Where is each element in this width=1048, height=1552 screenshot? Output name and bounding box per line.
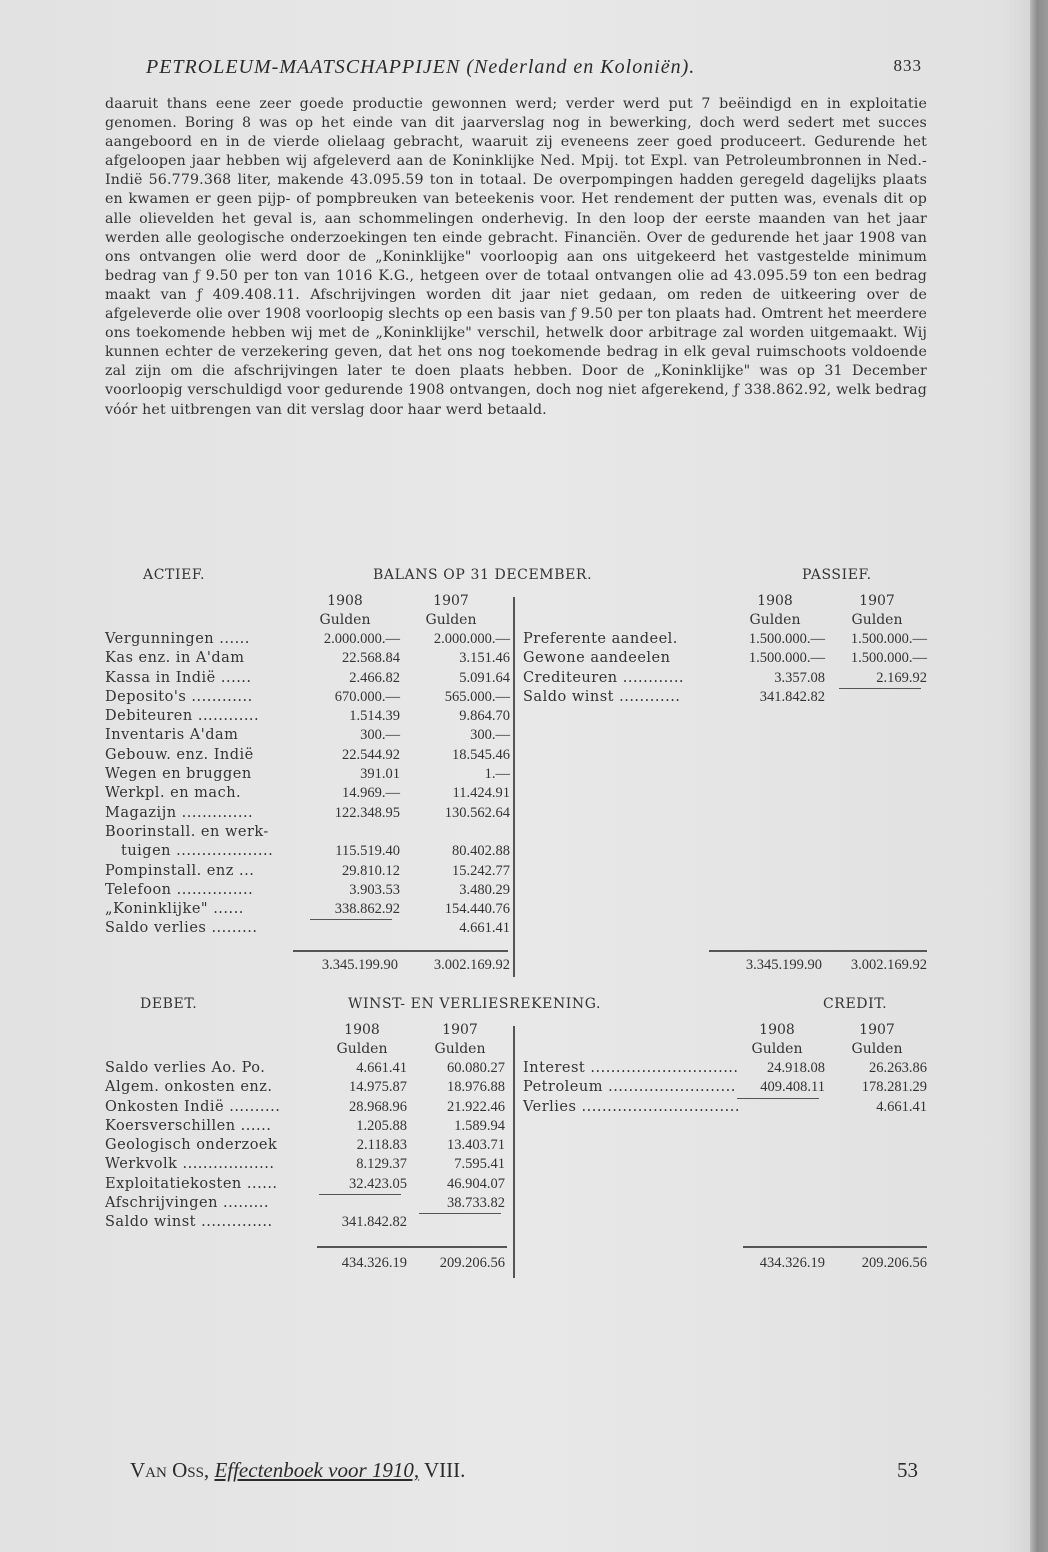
assets-total-1908: 3.345.199.90 [321,957,398,973]
balance-assets-year1: 1908 [327,593,363,609]
debit-list [105,1059,505,1233]
pl-debit-year2: 1907 [442,1022,478,1038]
balance-liab-unit2: Gulden [851,612,903,629]
table-row: Magazijn .............. 122.348.95 130.562.64 [105,804,510,821]
table-row: Saldo winst ............ 341.842.82 [523,688,927,707]
balance-right-title: PASSIEF. [802,567,872,583]
table-row: Werkvolk .................. 8.129.37 7.595.41 [105,1156,505,1173]
pl-debit-unit2: Gulden [434,1041,486,1058]
assets-total-1907: 3.002.169.92 [433,957,510,973]
running-title: PETROLEUM-MAATSCHAPPIJEN (Nederland en Koloniën). [146,56,696,78]
running-head [146,56,922,79]
body-paragraph: daaruit thans eene zeer goede productie gewonnen werd; verder werd put 7 beëindigd en in exploitatie genomen. Boring 8 was op het einde van dit jaarverslag nog in bewerking, doch werd sedert met succes aangeboord en in de vierde olielaag gebracht, waaruit zij eveneens zeer goed produceert. Gedurende het afgeloopen jaar hebben wij afgeleverd aan de Koninklijke Ned. Mpij. tot Expl. van Petroleumbronnen in Ned.-Indië 56.779.368 liter, makende 43.095.59 ton in totaal. De overpompingen hadden geregeld dagelijks plaats en kwamen er geen pijp- of pompbreuken van beteekenis voor. Het rendement der putten was, evenals dit op alle olievelden het geval is, aan schommelingen onderhevig. In den loop der eerste maanden van het jaar werden alle geologische onderzoekingen ten einde gebracht. Financiën. Over de gedurende het jaar 1908 van ons ontvangen olie werd door de „Koninklijke" voorloopig aan ons uitgekeerd het vastgestelde minimum bedrag van ƒ 9.50 per ton van 1016 K.G., hetgeen over de totaal ontvangen olie ad 43.095.59 ton een bedrag maakt van ƒ 409.408.11. Afschrijvingen worden dit jaar niet gedaan, om reden de uitkeering over de afgeleverde olie over 1908 voorloopig slechts op een basis van ƒ 9.50 per ton plaats had. Omtrent het meerdere ons toekomende hebben wij met de „Koninklijke" verschil, hetwelk door arbitrage zal worden uitgemaakt. Wij kunnen echter de verzekering geven, dat het ons nog toekomende bedrag in elk geval ruimschoots voldoende zal zijn om die afschrijvingen later te doen plaats hebben. Door de „Koninklijke" was op 31 December voorloopig verschuldigd voor gedurende 1908 ontvangen, doch nog niet afgerekend, ƒ 338.862.92, welk bedrag vóór het uitbrengen van dit verslag door haar werd betaald. [105,96,927,418]
page-binding-shadow [1030,0,1048,1552]
table-row: „Koninklijke" ...... 338.862.92 154.440.76 [105,901,510,918]
pl-credit-unit1: Gulden [751,1041,803,1058]
total-rule-left [317,1246,507,1248]
table-row: Preferente aandeel. 1.500.000.— 1.500.000.— [523,631,927,647]
table-row: Saldo verlies ......... 4.661.41 [105,920,510,937]
table-row: Wegen en bruggen 391.01 1.— [105,766,510,783]
liab-total-1908: 3.345.199.90 [745,957,822,973]
table-row: Onkosten Indië .......... 28.968.96 21.922.46 [105,1098,505,1115]
empty-value-dash [310,919,392,920]
table-row: Afschrijvingen ......... 38.733.82 [105,1195,505,1212]
debit-total-1908: 434.326.19 [341,1255,407,1271]
table-row: tuigen ................... 115.519.40 80.402.88 [121,843,510,860]
table-row: Geologisch onderzoek 2.118.83 13.403.71 [105,1137,505,1154]
table-row: Saldo verlies Ao. Po. 4.661.41 60.080.27 [105,1060,505,1076]
pl-debit-unit1: Gulden [336,1041,388,1058]
pl-credit-year1: 1908 [759,1022,795,1038]
total-rule-right [743,1246,927,1248]
page-number-bottom: 53 [897,1458,918,1482]
table-row: Algem. onkosten enz. 14.975.87 18.976.88 [105,1079,505,1096]
table-row: Deposito's ............ 670.000.— 565.000.— [105,688,510,705]
footer-book-title: Effectenboek voor 1910, [214,1458,420,1482]
table-row: Kas enz. in A'dam 22.568.84 3.151.46 [105,650,510,667]
liabilities-list [523,630,927,707]
balance-liab-unit1: Gulden [749,612,801,629]
table-row: Telefoon ............... 3.903.53 3.480.29 [105,881,510,898]
pl-right-title: CREDIT. [823,996,888,1012]
table-row: Crediteuren ............ 3.357.08 2.169.92 [523,669,927,686]
table-row: Werkpl. en mach. 14.969.— 11.424.91 [105,785,510,802]
balance-assets-unit2: Gulden [425,612,477,629]
total-rule-right [709,950,927,952]
table-row: Vergunningen ...... 2.000.000.— 2.000.000.— [105,631,510,647]
table-row: Exploitatiekosten ...... 32.423.05 46.904.07 [105,1175,505,1192]
page-number-top: 833 [893,56,922,75]
table-row: Gebouw. enz. Indië 22.544.92 18.545.46 [105,746,510,763]
footer-volume: VIII. [424,1458,466,1482]
table-row: Interest ............................. 24.918.08 26.263.86 [523,1060,927,1076]
table-row: Inventaris A'dam 300.— 300.— [105,727,510,744]
pl-credit-unit2: Gulden [851,1041,903,1058]
balance-center-title: BALANS OP 31 DECEMBER. [373,567,593,583]
balance-sheet [105,567,927,987]
table-row: Kassa in Indië ...... 2.466.82 5.091.64 [105,669,510,686]
profit-loss-account [105,996,927,1286]
empty-value-dash [737,1098,819,1099]
page-footer [130,1458,918,1483]
balance-liab-year1: 1908 [757,593,793,609]
table-row: Boorinstall. en werk- [105,823,269,840]
table-row: Verlies ............................... 4.661.41 [523,1098,927,1115]
empty-value-dash [319,1194,401,1195]
table-row: Pompinstall. enz ... 29.810.12 15.242.77 [105,862,510,879]
table-row: Gewone aandeelen 1.500.000.— 1.500.000.— [523,650,927,667]
table-row: Saldo winst .............. 341.842.82 [105,1213,505,1232]
liab-total-1907: 3.002.169.92 [850,957,927,973]
credit-list [523,1059,927,1117]
total-rule-left [293,950,508,952]
column-divider [513,1026,515,1278]
table-row: Debiteuren ............ 1.514.39 9.864.70 [105,708,510,725]
balance-liab-year2: 1907 [859,593,895,609]
balance-left-title: ACTIEF. [143,567,206,583]
debit-total-1907: 209.206.56 [439,1255,505,1271]
balance-assets-unit1: Gulden [319,612,371,629]
empty-value-dash [839,688,921,689]
pl-left-title: DEBET. [140,996,198,1012]
table-row: Koersverschillen ...... 1.205.88 1.589.94 [105,1117,505,1134]
balance-assets-year2: 1907 [433,593,469,609]
pl-debit-year1: 1908 [344,1022,380,1038]
credit-total-1907: 209.206.56 [861,1255,927,1271]
column-divider [513,597,515,977]
credit-total-1908: 434.326.19 [759,1255,825,1271]
pl-credit-year2: 1907 [859,1022,895,1038]
footer-author: Van Oss, [130,1458,210,1482]
assets-list [105,630,510,939]
empty-value-dash [419,1213,501,1214]
table-row: Petroleum ......................... 409.408.11 178.281.29 [523,1079,927,1096]
pl-center-title: WINST- EN VERLIESREKENING. [348,996,602,1012]
